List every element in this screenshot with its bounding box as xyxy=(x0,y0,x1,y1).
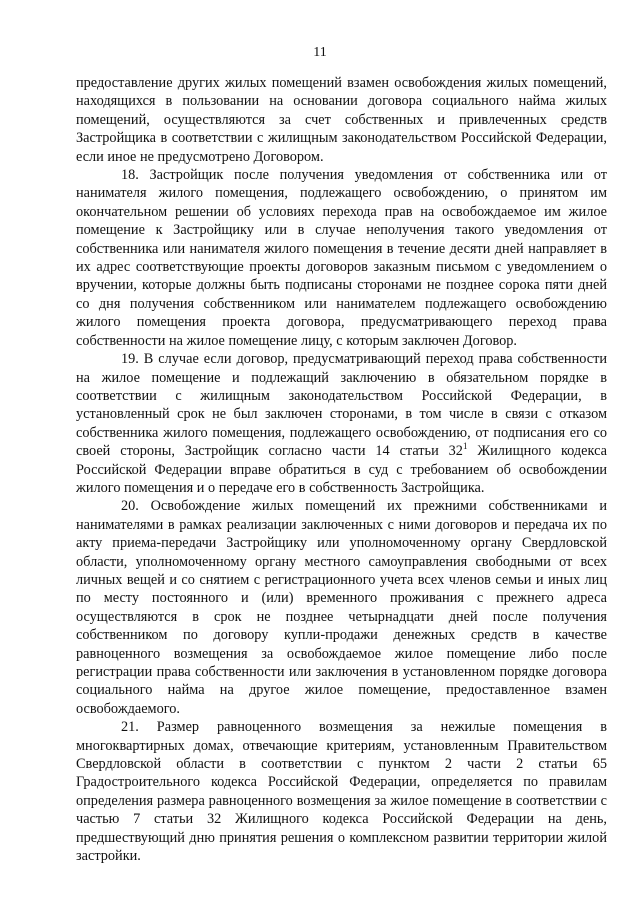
page-number: 11 xyxy=(313,45,327,60)
paragraph-20: 20. Освобождение жилых помещений их прежними собственниками и нанимателями в рамках реализации заключенных с ними договоров и передача их по акту приема-передачи Застройщику или уполномоченному органу Свердловской области, уполномоченному органу местного самоуправления свободными от всех личных вещей и со снятием с регистрационного учета всех членов семьи и иных лиц по месту постоянного и (или) временного проживания с прежнего адреса осуществляются в срок не позднее четырнадцати дней после получения собственником по договору купли-продажи денежных средств в качестве равноценного возмещения за освобождаемое жилое помещение либо после регистрации права собственности или заключения в установленном порядке договора социального найма на другое жилое помещение, предоставленное взамен освобождаемого. xyxy=(76,498,607,717)
paragraph-continuation: предоставление других жилых помещений взамен освобождения жилых помещений, находящихся в пользовании на основании договора социального найма жилых помещений, осуществляются за счет собственных и привлеченных средств Застройщика в соответствии с жилищным законодательством Российской Федерации, если иное не предусмотрено Договором. xyxy=(76,75,607,165)
paragraph-19-text-after: Жилищного кодекса Российской Федерации вправе обратиться в суд с требованием об освобождении жилого помещения и о передаче его в собственность Застройщика. xyxy=(76,443,607,496)
superscript-article-number: 1 xyxy=(462,441,468,452)
paragraph-18: 18. Застройщик после получения уведомления от собственника или от нанимателя жилого помещения, подлежащего освобождению, о принятом им окончательном решении об условиях перехода прав на освобождаемое им жилое помещение к Застройщику или в случае неполучения такого уведомления от собственника или нанимателя жилого помещения в течение десяти дней направляет в их адрес соответствующие проекты договоров заказным письмом с уведомлением о вручении, которые должны быть подписаны сторонами не позднее сорока пяти дней со дня получения собственником или нанимателем подлежащего освобождению жилого помещения проекта договора, предусматривающего переход права собственности на жилое помещение лицу, с которым заключен Договор. xyxy=(76,167,607,349)
paragraph-19-text-before: 19. В случае если договор, предусматривающий переход права собственности на жилое помещение и подлежащий заключению в обязательном порядке в соответствии с жилищным законодательством Российской Федерации, в установленный срок не был заключен сторонами, в том числе в связи с отказом собственника жилого помещения, подлежащего освобождению, от подписания его со своей стороны, Застройщик согласно части 14 статьи 32 xyxy=(76,351,607,460)
paragraph-19 xyxy=(76,350,607,497)
paragraph-21: 21. Размер равноценного возмещения за нежилые помещения в многоквартирных домах, отвечающие критериям, установленным Правительством Свердловской области в соответствии с пунктом 2 части 2 статьи 65 Градостроительного кодекса Российской Федерации, определяется по правилам определения размера равноценного возмещения за жилое помещение в соответствии с частью 7 статьи 32 Жилищного кодекса Российской Федерации на день, предшествующий дню принятия решения о комплексном развитии территории жилой застройки. xyxy=(76,719,607,865)
document-body xyxy=(76,74,607,865)
